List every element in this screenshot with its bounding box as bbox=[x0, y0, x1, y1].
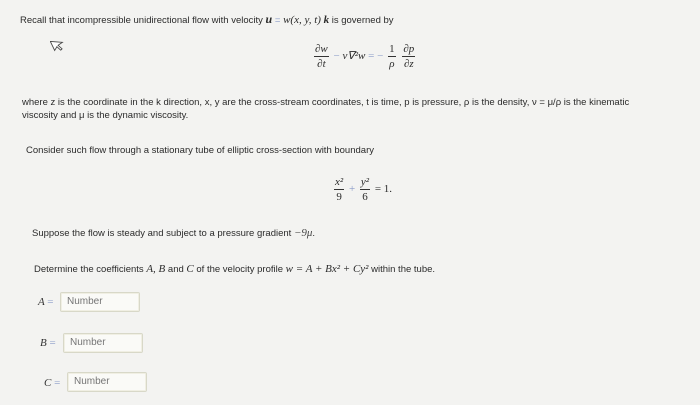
minus-sign: − bbox=[377, 50, 384, 63]
one-over-rho-fraction bbox=[388, 43, 396, 70]
equals-sign: = bbox=[274, 15, 281, 26]
suppose-text bbox=[32, 227, 315, 240]
dp-numerator: ∂p bbox=[403, 43, 415, 55]
intro-suffix: is governed by bbox=[331, 15, 394, 26]
six-denominator: 6 bbox=[362, 191, 368, 203]
coefficient-c-name: C bbox=[186, 263, 194, 275]
determine-suffix: within the tube. bbox=[371, 264, 436, 275]
viscous-term: ν∇²w bbox=[342, 50, 366, 63]
dw-dt-fraction bbox=[314, 43, 329, 70]
consider-text: Consider such flow through a stationary tube of elliptic cross-section with boundary bbox=[26, 145, 374, 156]
dp-dz-fraction bbox=[402, 43, 415, 70]
k-unit-vector: k bbox=[323, 14, 330, 26]
one-numerator: 1 bbox=[389, 43, 395, 55]
suppose-suffix: . bbox=[312, 228, 316, 239]
answer-a-input[interactable] bbox=[60, 292, 140, 312]
y-squared: y² bbox=[360, 176, 370, 188]
minus-sign: − bbox=[333, 50, 340, 63]
mouse-cursor-icon bbox=[50, 37, 66, 53]
velocity-expression: w(x, y, t) bbox=[283, 14, 321, 26]
x2-over-9-fraction bbox=[334, 176, 344, 203]
boundary-rhs: = 1. bbox=[374, 183, 393, 196]
suppose-prefix: Suppose the flow is steady and subject to a pressure gradient bbox=[32, 228, 292, 239]
answer-c-input[interactable] bbox=[67, 372, 147, 392]
nine-denominator: 9 bbox=[336, 191, 342, 203]
pressure-gradient-value: −9μ bbox=[293, 227, 313, 239]
intro-prefix: Recall that incompressible unidirectional flow with velocity bbox=[20, 15, 263, 26]
velocity-symbol: u bbox=[265, 12, 273, 26]
coefficient-names: A, B bbox=[146, 263, 166, 275]
governing-equation bbox=[312, 43, 417, 70]
determine-prefix: Determine the coefficients bbox=[34, 264, 144, 275]
dw-numerator: ∂w bbox=[315, 43, 328, 55]
dz-denominator: ∂z bbox=[403, 58, 414, 70]
where-text-line1: where z is the coordinate in the k direction, x, y are the cross-stream coordinates, t is time, p is pressure, ρ is the density, ν = μ/ρ is the kinematic bbox=[22, 97, 630, 108]
x-squared: x² bbox=[335, 176, 344, 188]
answer-b-input[interactable] bbox=[63, 333, 143, 353]
boundary-equation bbox=[332, 176, 392, 203]
velocity-profile: w = A + Bx² + Cy² bbox=[285, 263, 369, 275]
answer-a-label: A = bbox=[38, 296, 54, 308]
where-text-line2: viscosity and μ is the dynamic viscosity. bbox=[22, 110, 189, 121]
determine-mid: of the velocity profile bbox=[196, 264, 283, 275]
determine-and: and bbox=[167, 264, 184, 275]
answer-b-label: B = bbox=[40, 337, 56, 349]
plus-sign: + bbox=[348, 183, 356, 196]
dt-denominator: ∂t bbox=[317, 58, 326, 70]
determine-text bbox=[34, 263, 435, 276]
equals-sign: = bbox=[368, 50, 375, 63]
intro-line bbox=[20, 13, 394, 27]
y2-over-6-fraction bbox=[360, 176, 370, 203]
rho-denominator: ρ bbox=[389, 58, 395, 70]
answer-c-label: C = bbox=[44, 377, 61, 389]
